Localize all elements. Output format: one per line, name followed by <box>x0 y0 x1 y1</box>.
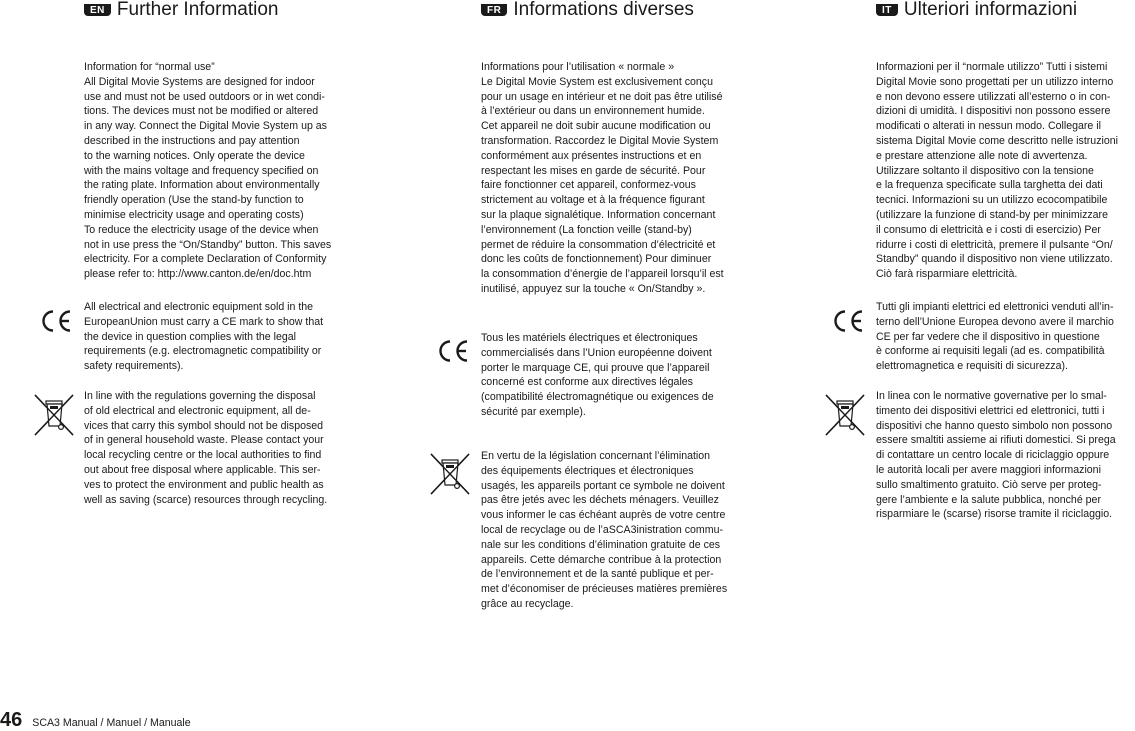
text-line: conformément aux présentes instructions et en <box>481 149 702 162</box>
text-line: Information for “normal use” <box>84 61 215 73</box>
text-line: not in use press the “On/Standby” button. This saves <box>84 238 332 251</box>
text-line: ridurre i costi di elettricità, premere il pulsante “On/ <box>876 238 1113 251</box>
text-line: la consommation d’énergie de l’appareil lorsqu’il est <box>481 268 724 281</box>
text-line: the rating plate. Information about environmentally <box>84 179 320 192</box>
text-line: dizioni di umidità. I dispositivi non possono essere <box>876 105 1111 118</box>
text-line: nale sur les conditions d’élimination gratuite de ces <box>481 538 721 551</box>
ce-mark-icon <box>38 309 72 333</box>
text-line: local de recyclage ou de l’aSCA3inistration commu- <box>481 523 724 536</box>
lang-badge-fr: FR <box>481 4 507 16</box>
text-line: please refer to: http://www.canton.de/en/doc.htm <box>84 268 312 281</box>
text-line: le autorità locali per avere maggiori informazioni <box>876 463 1101 476</box>
text-line: local recycling centre or the local authorities to find <box>84 449 322 462</box>
page-number: 46 <box>0 709 23 731</box>
text-line: des équipements électriques et électroniques <box>481 464 694 477</box>
text-line: electricity. For a complete Declaration of Conformity <box>84 253 327 266</box>
normal-use-text-it <box>876 60 1118 282</box>
text-line: commercialisés dans l’Union européenne doivent <box>481 346 712 359</box>
text-line: use and must not be used outdoors or in wet condi- <box>84 90 325 103</box>
text-line: EuropeanUnion must carry a CE mark to show that <box>84 315 324 328</box>
header-fr <box>481 0 694 20</box>
page-footer <box>0 710 191 730</box>
ce-text-en <box>84 300 323 374</box>
weee-text-it <box>876 389 1116 522</box>
text-line: In line with the regulations governing the disposal <box>84 390 316 402</box>
text-line: il consumo di elettricità e i costi di esercizio) Per <box>876 223 1101 236</box>
text-line: faire fonctionner cet appareil, conformez-vous <box>481 179 696 192</box>
text-line: (compatibilité électromagnétique ou exigences de <box>481 391 714 404</box>
crossed-out-wheelie-bin-icon <box>428 451 472 497</box>
text-line: è conforme ai requisiti legali (ad es. compatibilità <box>876 345 1105 358</box>
text-line: the device in question complies with the legal <box>84 330 296 343</box>
text-line: elettromagnetica e requisiti di sicurezza). <box>876 360 1068 373</box>
text-line: with the mains voltage and frequency specified on <box>84 164 319 177</box>
text-line: tions. The devices must not be modified or altered <box>84 105 319 118</box>
text-line: ves to protect the environment and public health as <box>84 478 324 491</box>
text-line: strictement au voltage et à la fréquence figurant <box>481 194 705 207</box>
lang-badge-en: EN <box>84 4 111 16</box>
lang-badge-it: IT <box>876 4 898 16</box>
text-line: porter le marquage CE, qui prouve que l’appareil <box>481 361 710 374</box>
text-line: (utilizzare la funzione di stand-by per minimizzare <box>876 208 1108 221</box>
text-line: inutilisé, appuyez sur la touche « On/Standby ». <box>481 282 706 295</box>
text-line: sur la plaque signalétique. Information concernant <box>481 208 716 221</box>
text-line: Informations pour l’utilisation « normale » <box>481 61 675 73</box>
text-line: l’environnement (La fonction veille (stand-by) <box>481 223 692 236</box>
text-line: in any way. Connect the Digital Movie System up as <box>84 120 327 133</box>
text-line: of old electrical and electronic equipment, all de- <box>84 404 311 417</box>
text-line: donc les coûts de fonctionnement) Pour diminuer <box>481 253 712 266</box>
weee-text-en <box>84 389 327 507</box>
text-line: friendly operation (Use the stand-by function to <box>84 194 304 207</box>
text-line: respectant les mises en garde de sécurité. Pour <box>481 164 706 177</box>
text-line: minimise electricity usage and operating costs) <box>84 208 304 221</box>
text-line: well as saving (scarce) resources through recycling. <box>84 493 328 506</box>
text-line: sistema Digital Movie come descritto nelle istruzioni <box>876 134 1118 147</box>
text-line: Ciò farà risparmiare elettricità. <box>876 268 1018 281</box>
text-line: All Digital Movie Systems are designed for indoor <box>84 75 315 88</box>
text-line: of in general household waste. Please contact your <box>84 434 324 447</box>
text-line: concerné est conforme aux directives légales <box>481 376 693 389</box>
text-line: sécurité par exemple). <box>481 405 586 418</box>
text-line: Tous les matériels électriques et électroniques <box>481 332 698 344</box>
manual-title: SCA3 Manual / Manuel / Manuale <box>32 717 191 729</box>
normal-use-text-en <box>84 60 331 282</box>
text-line: Digital Movie sono progettati per un utilizzo interno <box>876 75 1114 88</box>
crossed-out-wheelie-bin-icon <box>823 392 867 438</box>
text-line: e non devono essere utilizzati all’esterno o in con- <box>876 90 1111 103</box>
text-line: Informazioni per il “normale utilizzo” Tutti i sistemi <box>876 61 1108 73</box>
text-line: dispositivi che hanno questo simbolo non possono <box>876 419 1113 432</box>
text-line: essere smaltiti assieme ai rifiuti domestici. Si prega <box>876 434 1116 447</box>
text-line: En vertu de la législation concernant l’élimination <box>481 450 711 462</box>
text-line: timento dei dispositivi elettrici ed elettronici, tutti i <box>876 404 1105 417</box>
text-line: CE per far vedere che il dispositivo in questione <box>876 330 1100 343</box>
text-line: All electrical and electronic equipment sold in the <box>84 301 314 313</box>
text-line: permet de réduire la consommation d’électricité et <box>481 238 716 251</box>
text-line: modificati o alterati in nessun modo. Collegare il <box>876 120 1101 133</box>
text-line: gere l’ambiente e la salute pubblica, nonché per <box>876 493 1101 506</box>
ce-text-fr <box>481 331 714 420</box>
normal-use-text-fr <box>481 60 724 297</box>
text-line: usagés, les appareils portant ce symbole ne doivent <box>481 479 725 492</box>
text-line: vices that carry this symbol should not be disposed <box>84 419 324 432</box>
text-line: risparmiare le (scarse) risorse tramite il riciclaggio. <box>876 508 1113 521</box>
text-line: transformation. Raccordez le Digital Movie System <box>481 134 719 147</box>
text-line: e la frequenza specificate sulla targhetta dei dati <box>876 179 1103 192</box>
text-line: Standby” quando il dispositivo non viene utilizzato. <box>876 253 1113 266</box>
text-line: requirements (e.g. electromagnetic compatibility or <box>84 345 322 358</box>
crossed-out-wheelie-bin-icon <box>32 392 76 438</box>
text-line: grâce au recyclage. <box>481 597 574 610</box>
text-line: safety requirements). <box>84 360 184 373</box>
text-line: de l’environnement et de la santé publique et per- <box>481 568 714 581</box>
text-line: To reduce the electricity usage of the device when <box>84 223 319 236</box>
text-line: pas être jetés avec les déchets ménagers. Veuillez <box>481 494 719 507</box>
weee-text-fr <box>481 449 727 612</box>
section-title-it: Ulteriori informazioni <box>903 0 1078 20</box>
text-line: sullo smaltimento gratuito. Ciò serve per proteg- <box>876 478 1102 491</box>
header-it <box>876 0 1077 20</box>
ce-text-it <box>876 300 1114 374</box>
text-line: Cet appareil ne doit subir aucune modification ou <box>481 120 711 133</box>
text-line: Utilizzare soltanto il dispositivo con la tensione <box>876 164 1094 177</box>
text-line: appareils. Cette démarche contribue à la protection <box>481 553 722 566</box>
text-line: In linea con le normative governative per lo smal- <box>876 390 1107 402</box>
text-line: di contattare un centro locale di riciclaggio oppure <box>876 449 1110 462</box>
text-line: à l’extérieur ou dans un environnement humide. <box>481 105 705 118</box>
text-line: vous informer le cas échéant auprès de votre centre <box>481 509 726 522</box>
text-line: pour un usage en intérieur et ne doit pas être utilisé <box>481 90 723 103</box>
ce-mark-icon <box>435 339 469 363</box>
section-title-en: Further Information <box>116 0 279 20</box>
text-line: terno dell’Unione Europea devono avere il marchio <box>876 315 1114 328</box>
text-line: Tutti gli impianti elettrici ed elettronici venduti all’in- <box>876 301 1114 313</box>
header-en <box>84 0 278 20</box>
text-line: met d’économiser de précieuses matières premières <box>481 583 728 596</box>
text-line: described in the instructions and pay attention <box>84 134 300 147</box>
text-line: e prestare attenzione alle note di avvertenza. <box>876 149 1088 162</box>
text-line: tecnici. Informazioni su un utilizzo ecocompatibile <box>876 194 1108 207</box>
ce-mark-icon <box>830 309 864 333</box>
text-line: to the warning notices. Only operate the device <box>84 149 305 162</box>
text-line: out about free disposal where applicable. This ser- <box>84 463 321 476</box>
text-line: Le Digital Movie System est exclusivement conçu <box>481 75 713 88</box>
section-title-fr: Informations diverses <box>513 0 694 20</box>
